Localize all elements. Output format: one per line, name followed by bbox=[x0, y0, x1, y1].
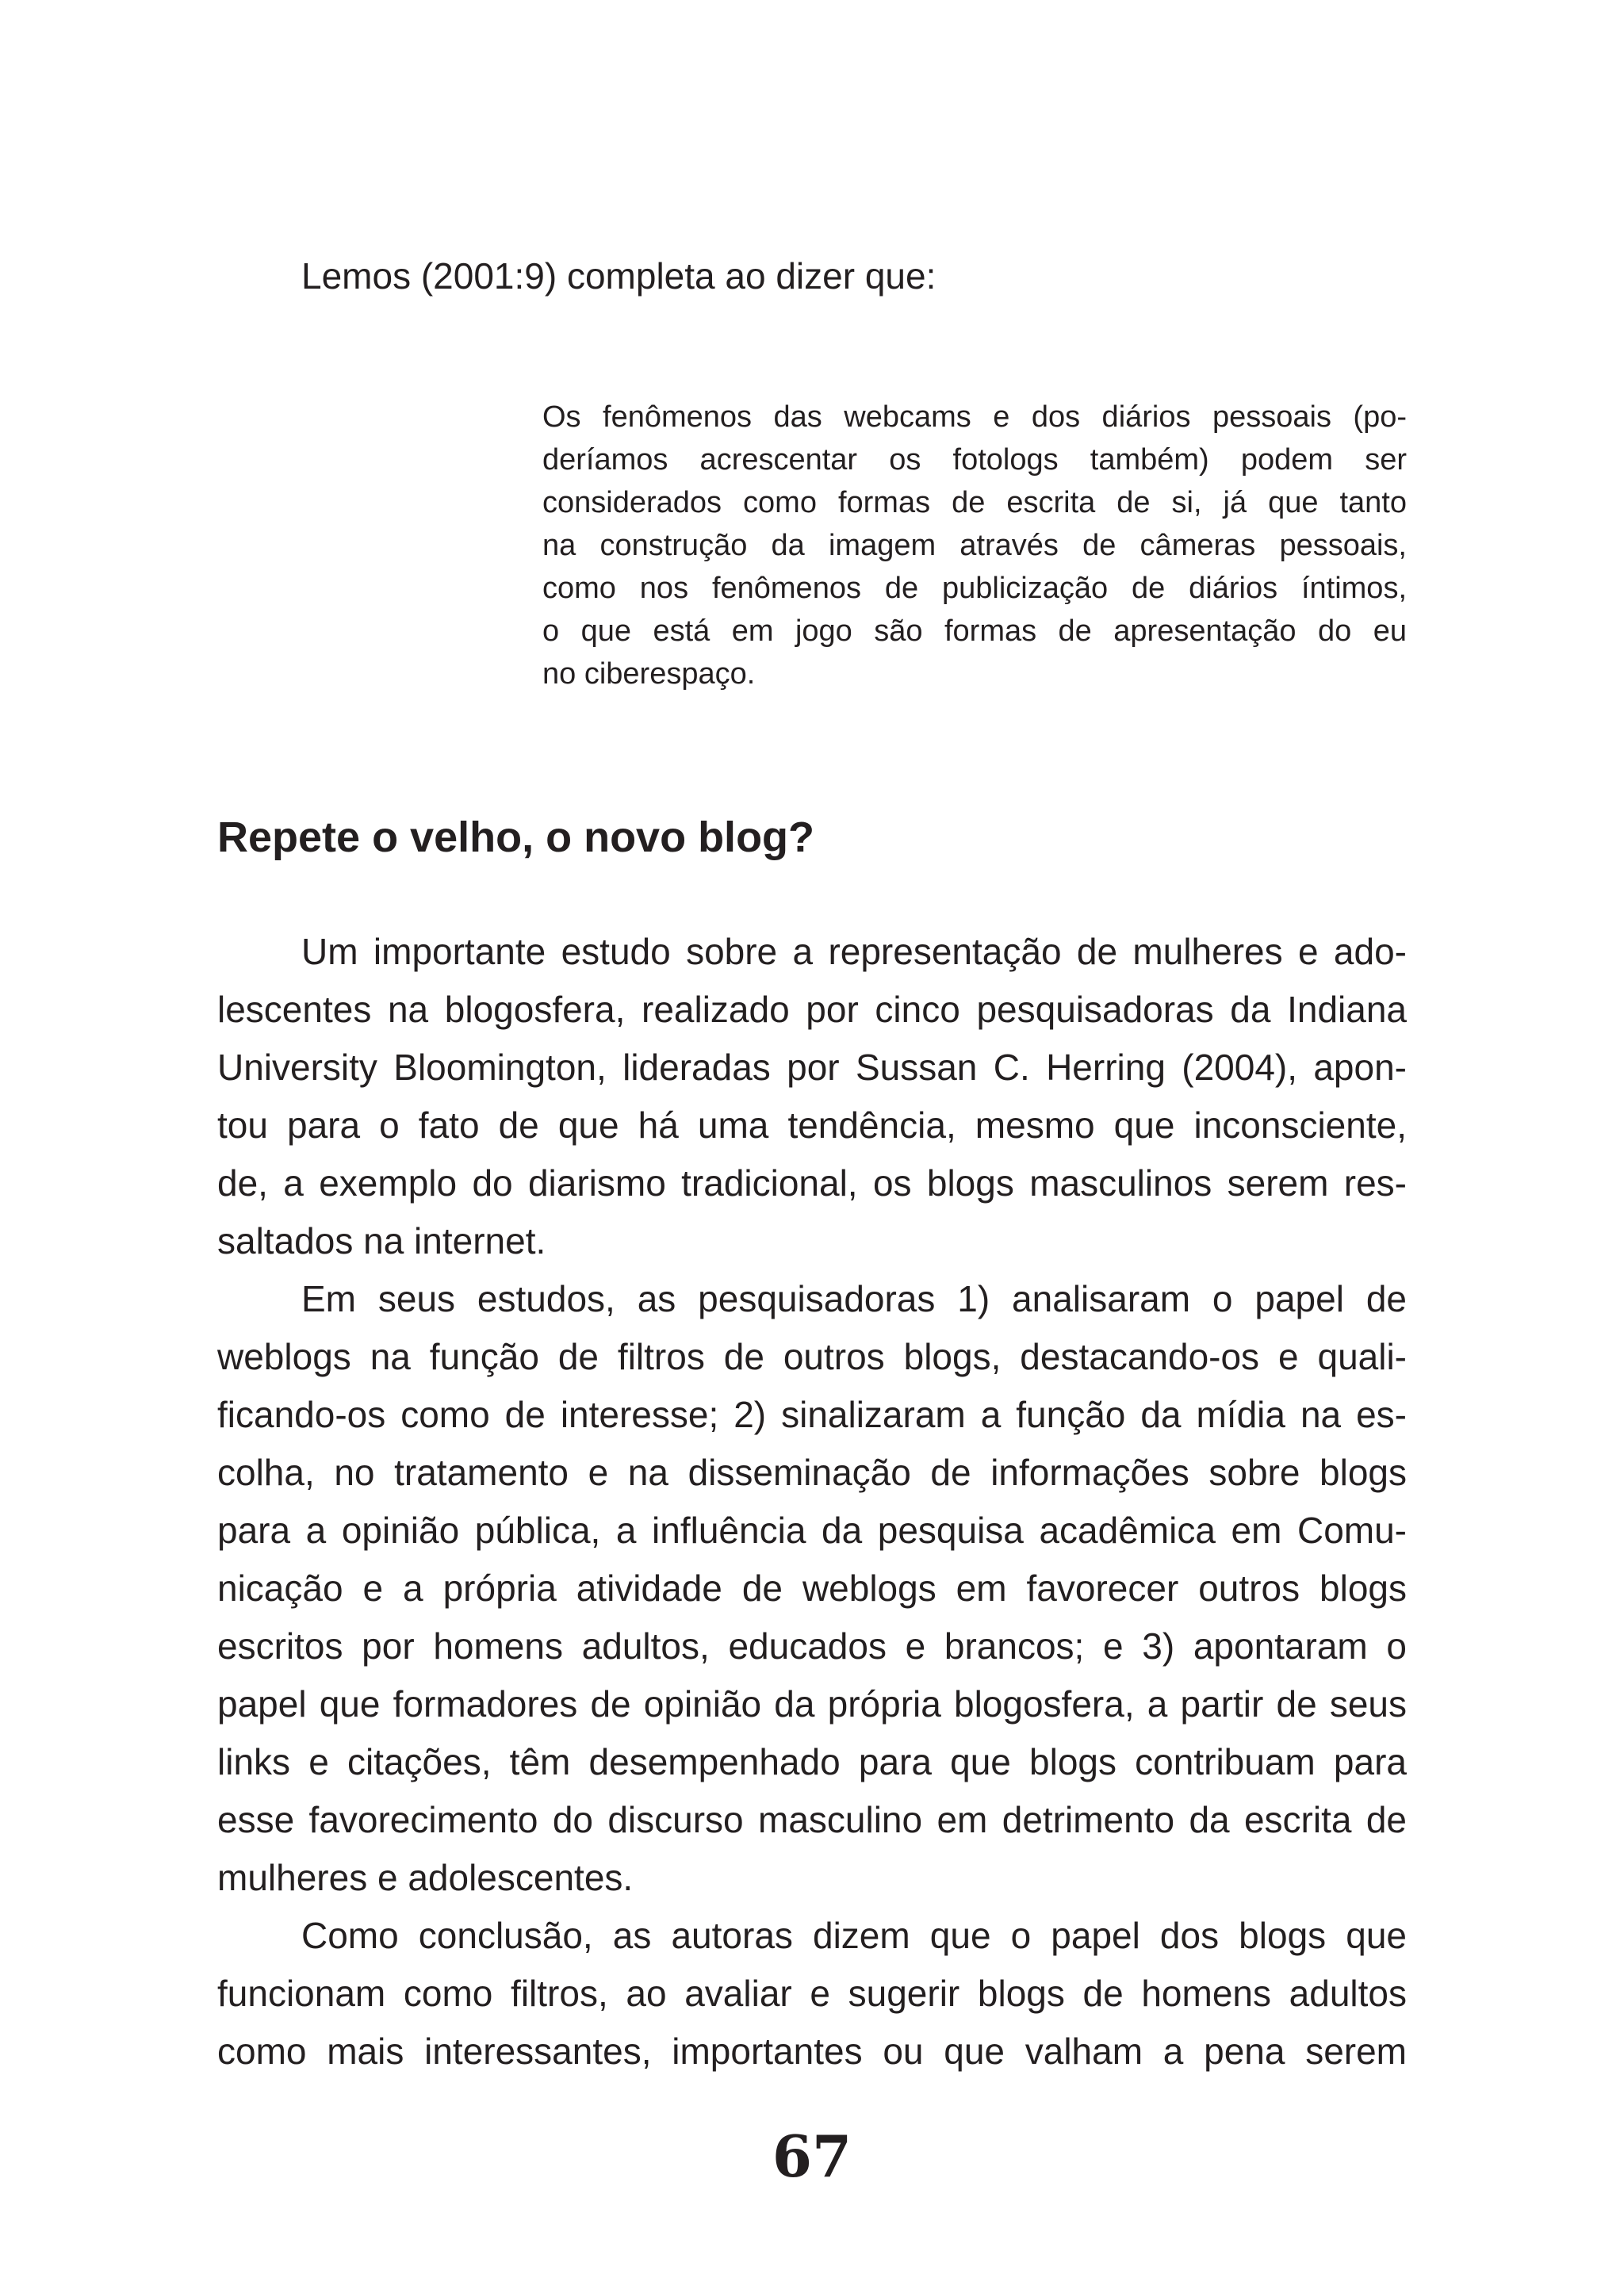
body-line: links e citações, têm desempenhado para que blogs contribuam para bbox=[217, 1741, 1407, 1782]
intro-paragraph: Lemos (2001:9) completa ao dizer que: bbox=[301, 255, 936, 297]
quote-line: na construção da imagem através de câmeras pessoais, bbox=[542, 529, 1407, 562]
body-line: tou para o fato de que há uma tendência, mesmo que inconsciente, bbox=[217, 1104, 1407, 1146]
body-line: escritos por homens adultos, educados e brancos; e 3) apontaram o bbox=[217, 1625, 1407, 1667]
body-line: University Bloomington, lideradas por Sussan C. Herring (2004), apon- bbox=[217, 1047, 1407, 1088]
body-line: Como conclusão, as autoras dizem que o papel dos blogs que bbox=[301, 1915, 1407, 1956]
body-line: nicação e a própria atividade de weblogs em favorecer outros blogs bbox=[217, 1568, 1407, 1609]
quote-line: o que está em jogo são formas de apresentação do eu bbox=[542, 614, 1407, 648]
quote-line: Os fenômenos das webcams e dos diários pessoais (po- bbox=[542, 400, 1407, 434]
body-line: para a opinião pública, a influência da pesquisa acadêmica em Comu- bbox=[217, 1510, 1407, 1551]
body-line: Um importante estudo sobre a representação de mulheres e ado- bbox=[301, 931, 1407, 972]
body-line: esse favorecimento do discurso masculino em detrimento da escrita de bbox=[217, 1799, 1407, 1840]
body-line: lescentes na blogosfera, realizado por cinco pesquisadoras da Indiana bbox=[217, 989, 1407, 1030]
body-line: Em seus estudos, as pesquisadoras 1) analisaram o papel de bbox=[301, 1278, 1407, 1319]
body-line: papel que formadores de opinião da própria blogosfera, a partir de seus bbox=[217, 1683, 1407, 1725]
body-line: como mais interessantes, importantes ou que valham a pena serem bbox=[217, 2031, 1407, 2072]
section-heading: Repete o velho, o novo blog? bbox=[217, 814, 815, 861]
page-number: 67 bbox=[772, 2123, 852, 2190]
quote-line: no ciberespaço. bbox=[542, 657, 756, 691]
body-line: de, a exemplo do diarismo tradicional, os blogs masculinos serem res- bbox=[217, 1162, 1407, 1204]
body-line: colha, no tratamento e na disseminação de informações sobre blogs bbox=[217, 1452, 1407, 1493]
body-line: weblogs na função de filtros de outros blogs, destacando-os e quali- bbox=[217, 1336, 1407, 1377]
body-line: saltados na internet. bbox=[217, 1220, 546, 1261]
body-line: mulheres e adolescentes. bbox=[217, 1857, 634, 1898]
body-line: ficando-os como de interesse; 2) sinalizaram a função da mídia na es- bbox=[217, 1394, 1407, 1435]
quote-line: como nos fenômenos de publicização de diários íntimos, bbox=[542, 572, 1407, 605]
quote-line: considerados como formas de escrita de si, já que tanto bbox=[542, 486, 1407, 519]
quote-line: deríamos acrescentar os fotologs também) podem ser bbox=[542, 443, 1407, 477]
body-line: funcionam como filtros, ao avaliar e sugerir blogs de homens adultos bbox=[217, 1973, 1407, 2014]
